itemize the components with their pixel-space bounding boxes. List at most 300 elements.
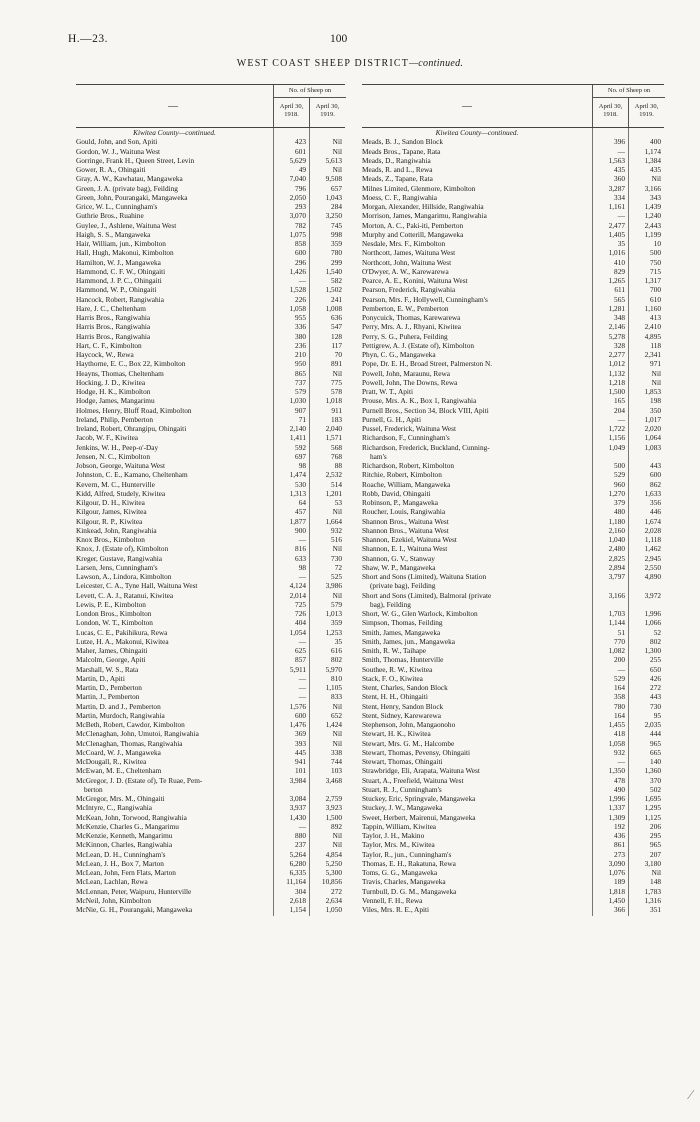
owner-name: Roache, William, Mangaweka — [362, 479, 451, 489]
sheep-count-1919: 3,180 — [644, 858, 661, 868]
owner-name: Taylor, Mrs. M., Kiwitea — [362, 840, 435, 850]
sheep-count-1918: 865 — [295, 368, 306, 378]
sheep-count-1919: 272 — [650, 683, 661, 692]
table-row — [76, 748, 345, 757]
sheep-count-1919: 652 — [331, 710, 342, 720]
owner-name: Jenkins, W. H., Peep-o'-Day — [76, 442, 159, 452]
sheep-count-1918: 410 — [614, 257, 625, 267]
table-row — [76, 535, 345, 544]
owner-name: Pearson, Mrs. F., Hollywell, Cunningham's — [362, 294, 488, 304]
sheep-count-1918: 328 — [614, 340, 625, 350]
sheep-count-1919: 206 — [650, 821, 661, 831]
sheep-count-1918: 900 — [295, 525, 306, 535]
sheep-count-1919: 413 — [650, 313, 661, 322]
sheep-count-1919: Nil — [332, 368, 342, 378]
table-row — [362, 507, 664, 516]
sheep-count-1919: 1,384 — [644, 155, 661, 165]
owner-name: Hammond, W. P., Ohingaiti — [76, 285, 157, 295]
sheep-count-1919: 400 — [650, 137, 661, 147]
table-row — [362, 461, 664, 470]
sheep-count-1919: 1,424 — [325, 720, 342, 729]
table-row — [362, 831, 664, 840]
owner-name: McLean, J. H., Box 7, Marton — [76, 858, 164, 868]
table-row — [362, 877, 664, 886]
sheep-count-1918: 1,180 — [608, 516, 625, 526]
sheep-count-1918: 932 — [614, 747, 625, 757]
table-row — [76, 156, 345, 165]
sheep-count-1918: — — [298, 683, 306, 692]
sheep-count-1918: 829 — [614, 266, 625, 276]
owner-name: Viles, Mrs. R. E., Apiti — [362, 905, 430, 914]
page-number: 100 — [330, 33, 348, 45]
sheep-count-1918: 816 — [295, 544, 306, 554]
sheep-count-1918: 1,563 — [608, 155, 625, 165]
owner-name: Pettigrew, A. J. (Estate of), Kimbolton — [362, 340, 475, 350]
owner-name: McKean, John, Torwood, Rangiwahia — [76, 812, 187, 822]
owner-name: Strawbridge, Eli, Arapata, Waituna West — [362, 766, 480, 776]
table-row — [76, 461, 345, 470]
sheep-count-1919: 998 — [331, 229, 342, 239]
table-row — [362, 535, 664, 544]
table-row — [76, 887, 345, 896]
table-row — [362, 887, 664, 896]
table-row — [76, 387, 345, 396]
sheep-count-1919: 568 — [331, 442, 342, 452]
sheep-count-1919: Nil — [651, 868, 661, 877]
owner-name: Meads Bros., Tapane, Rata — [362, 146, 441, 156]
table-row — [362, 711, 664, 720]
sheep-count-1918: 435 — [614, 165, 625, 174]
sheep-count-1918: 1,350 — [608, 766, 625, 776]
page-title — [0, 58, 700, 69]
sheep-count-1918: 1,455 — [608, 720, 625, 729]
owner-name: Gould, John, and Son, Apiti — [76, 137, 158, 147]
owner-name: Stephenson, John, Mangaonoho — [362, 720, 456, 729]
table-row — [362, 387, 664, 396]
sheep-count-1918: 273 — [614, 849, 625, 859]
table-row — [76, 850, 345, 859]
table-row — [76, 202, 345, 211]
table-row — [76, 905, 345, 914]
sheep-count-1918: 1,996 — [608, 794, 625, 803]
table-row — [362, 563, 664, 572]
sheep-count-1919: 891 — [331, 359, 342, 369]
table-row — [76, 794, 345, 803]
sheep-count-1918: 907 — [295, 405, 306, 415]
owner-name: Powell, John, The Downs, Rewa — [362, 377, 458, 387]
owner-name: Richardson, Frederick, Buckland, Cunning- — [362, 442, 490, 452]
sheep-count-1918: 3,090 — [608, 858, 625, 868]
sheep-count-1919: 516 — [331, 535, 342, 544]
owner-name: Morgan, Alexander, Hillside, Rangiwahia — [362, 202, 484, 211]
sheep-count-1918: 3,287 — [608, 183, 625, 193]
table-row — [76, 544, 345, 553]
owner-name: Kilgour, R. P., Kiwitea — [76, 516, 143, 526]
sheep-count-1918: 358 — [614, 692, 625, 702]
owner-name: Ritchie, Robert, Kimbolton — [362, 470, 442, 480]
table-row — [362, 646, 664, 655]
table-row — [362, 850, 664, 859]
sheep-count-1918: 1,281 — [608, 303, 625, 313]
sheep-count-1919: 5,970 — [325, 664, 342, 674]
sheep-count-1919: 4,854 — [325, 849, 342, 859]
sheep-count-1919: 1,125 — [644, 812, 661, 822]
table-row — [76, 470, 345, 479]
owner-name: McLean, D. H., Cunningham's — [76, 849, 166, 859]
sheep-count-1918: 2,618 — [289, 895, 306, 905]
table-row — [76, 230, 345, 239]
sheep-count-1919: 1,066 — [644, 618, 661, 628]
sheep-count-1918: 780 — [614, 701, 625, 711]
header-col-1918: April 30, 1918. — [592, 98, 628, 127]
table-row — [76, 147, 345, 156]
owner-name: Purnell Bros., Section 34, Block VIII, Apiti — [362, 405, 489, 415]
sheep-count-1918: 98 — [298, 562, 306, 572]
sheep-count-1919: 3,468 — [325, 775, 342, 785]
sheep-count-1919: 730 — [650, 701, 661, 711]
owner-name: berton — [84, 784, 103, 794]
sheep-count-1918: 49 — [298, 165, 306, 174]
left-table-body — [76, 128, 345, 914]
sheep-count-1918: 51 — [617, 627, 625, 637]
table-row — [76, 165, 345, 174]
owner-name: Stewart, Thomas, Pevensy, Ohingaiti — [362, 747, 471, 757]
owner-name: Ireland, Philip, Pemberton — [76, 414, 154, 424]
table-row — [76, 813, 345, 822]
sheep-count-1919: 1,664 — [325, 516, 342, 526]
sheep-count-1918: 7,040 — [289, 174, 306, 184]
table-row — [362, 165, 664, 174]
sheep-count-1918: 296 — [295, 257, 306, 267]
sheep-count-1918: 204 — [614, 405, 625, 415]
sheep-count-1919: 2,020 — [644, 424, 661, 433]
table-row — [76, 258, 345, 267]
sheep-count-1918: 423 — [295, 137, 306, 147]
owner-name: Hair, William, jun., Kimbolton — [76, 239, 166, 248]
owner-name: Simpson, Thomas, Feilding — [362, 618, 443, 628]
sheep-count-1919: 10 — [653, 239, 661, 248]
owner-name: Kilgour, D. H., Kiwitea — [76, 498, 145, 507]
owner-name: Hare, J. C., Cheltenham — [76, 303, 146, 313]
sheep-count-1918: 737 — [295, 377, 306, 387]
sheep-count-1919: 70 — [334, 350, 342, 359]
sheep-count-1918: 1,265 — [608, 276, 625, 285]
table-row — [362, 267, 664, 276]
table-row — [362, 369, 664, 378]
sheep-count-1919: 1,083 — [644, 442, 661, 452]
right-table — [362, 84, 664, 914]
owner-name: Hodge, H. K., Kimbolton — [76, 387, 151, 396]
sheep-count-1918: — — [617, 211, 625, 221]
sheep-count-1918: 2,894 — [608, 562, 625, 572]
sheep-count-1919: 72 — [334, 562, 342, 572]
owner-name: Ireland, Robert, Ohrangipu, Ohingaiti — [76, 424, 187, 433]
owner-name: Northcott, John, Waituna West — [362, 257, 452, 267]
table-row — [362, 628, 664, 637]
sheep-count-1918: 1,430 — [289, 812, 306, 822]
table-row — [76, 498, 345, 507]
table-row — [362, 480, 664, 489]
owner-name: Stewart, Thomas, Ohingaiti — [362, 757, 443, 766]
sheep-count-1918: 2,277 — [608, 350, 625, 359]
table-row — [362, 239, 664, 248]
owner-name: Grice, W. L., Cunningham's — [76, 202, 158, 211]
owner-name: McKinnon, Charles, Rangiwahia — [76, 840, 173, 850]
owner-name: Purnell, G. H., Apiti — [362, 414, 421, 424]
table-row — [362, 813, 664, 822]
table-row — [362, 406, 664, 415]
sheep-count-1919: 350 — [650, 405, 661, 415]
header-col-1919: April 30, 1919. — [309, 98, 345, 127]
sheep-count-1918: 782 — [295, 220, 306, 230]
table-row — [362, 295, 664, 304]
owner-name: Moess, C. F., Rangiwahia — [362, 192, 438, 202]
sheep-count-1919: 2,040 — [325, 424, 342, 433]
sheep-count-1918: 3,084 — [289, 794, 306, 803]
sheep-count-1919: 359 — [331, 618, 342, 628]
sheep-count-1918: 1,450 — [608, 895, 625, 905]
sheep-count-1919: 52 — [653, 627, 661, 637]
sheep-count-1918: 192 — [614, 821, 625, 831]
table-row — [76, 618, 345, 627]
table-row — [362, 803, 664, 812]
owner-name: McCoard, W. J., Mangaweka — [76, 747, 161, 757]
sheep-count-1918: 4,124 — [289, 581, 306, 591]
table-row — [362, 174, 664, 183]
owner-name: Richardson, F., Cunningham's — [362, 433, 450, 443]
table-row — [76, 739, 345, 748]
table-row — [76, 267, 345, 276]
sheep-count-1918: 189 — [614, 877, 625, 887]
sheep-count-1918: 1,132 — [608, 368, 625, 378]
owner-name: McIntyre, C., Rangiwahia — [76, 803, 152, 813]
table-row — [76, 572, 345, 581]
owner-name: Haigh, S. S., Mangaweka — [76, 229, 151, 239]
sheep-count-1918: 11,164 — [286, 877, 306, 887]
sheep-count-1918: 396 — [614, 137, 625, 147]
sheep-count-1919: 1,118 — [644, 535, 661, 544]
table-row — [76, 526, 345, 535]
table-row — [76, 295, 345, 304]
sheep-count-1919: 2,028 — [644, 525, 661, 535]
table-row — [76, 877, 345, 886]
sheep-count-1918: 5,278 — [608, 331, 625, 341]
owner-name: McNeil, John, Kimbolton — [76, 895, 151, 905]
sheep-count-1918: 480 — [614, 507, 625, 517]
table-row — [76, 396, 345, 405]
sheep-count-1918: 6,335 — [289, 868, 306, 877]
table-row — [362, 905, 664, 914]
owner-name: Stewart, H. K., Kiwitea — [362, 729, 431, 739]
sheep-count-1918: 1,049 — [608, 442, 625, 452]
owner-name: Shannon, G. V., Stanway — [362, 553, 435, 563]
sheep-count-1919: 118 — [650, 340, 661, 350]
sheep-count-1919: 768 — [331, 451, 342, 461]
sheep-count-1919: 183 — [331, 414, 342, 424]
owner-name: Milnes Limited, Glenmore, Kimbolton — [362, 183, 476, 193]
sheep-count-1919: 1,462 — [644, 544, 661, 554]
sheep-count-1919: 578 — [331, 387, 342, 396]
sheep-count-1919: 3,986 — [325, 581, 342, 591]
owner-name: Hart, C. F., Kimbolton — [76, 340, 142, 350]
sheep-count-1919: 971 — [650, 359, 661, 369]
sheep-count-1918: 880 — [295, 831, 306, 840]
table-row — [362, 554, 664, 563]
sheep-count-1919: 1,201 — [325, 488, 342, 498]
sheep-count-1918: 625 — [295, 646, 306, 655]
sheep-count-1918: 1,877 — [289, 516, 306, 526]
owner-name: Morrison, James, Mangarimu, Rangiwahia — [362, 211, 487, 221]
sheep-count-1918: 490 — [614, 784, 625, 794]
owner-name: Lewis, P. E., Kimbolton — [76, 599, 146, 609]
owner-name: Shannon, Ezekiel, Waituna West — [362, 535, 457, 544]
owner-name: Hamilton, W. J., Mangaweka — [76, 257, 161, 267]
table-row — [76, 822, 345, 831]
sheep-count-1918: 445 — [295, 747, 306, 757]
owner-name: Haycock, W., Rewa — [76, 350, 134, 359]
owner-name: Powell, John, Maraunu, Rewa — [362, 368, 450, 378]
sheep-count-1919: 616 — [331, 646, 342, 655]
sheep-count-1918: 1,076 — [608, 868, 625, 877]
sheep-count-1919: 3,923 — [325, 803, 342, 813]
sheep-count-1919: 833 — [331, 692, 342, 702]
sheep-count-1918: — — [298, 636, 306, 646]
table-row — [362, 526, 664, 535]
sheep-count-1918: 592 — [295, 442, 306, 452]
owner-name: Kevern, M. C., Hunterville — [76, 479, 155, 489]
sheep-count-1919: 140 — [650, 757, 661, 766]
owner-name: Stuart, A., Freefield, Waituna West — [362, 775, 464, 785]
owner-name: McClenaghan, Thomas, Rangiwahia — [76, 738, 183, 748]
table-row — [362, 470, 664, 479]
owner-name: McDougall, R., Kiwitea — [76, 757, 147, 766]
owner-name: Lutze, H. A., Makonui, Kiwitea — [76, 636, 169, 646]
sheep-count-1918: 2,160 — [608, 525, 625, 535]
table-row — [76, 831, 345, 840]
sheep-count-1918: 1,476 — [289, 720, 306, 729]
owner-name: Nesdale, Mrs. F., Kimbolton — [362, 239, 446, 248]
table-row — [76, 720, 345, 729]
table-row — [362, 544, 664, 553]
table-row — [76, 378, 345, 387]
sheep-count-1918: 348 — [614, 313, 625, 322]
owner-name: Green, J. A. (private bag), Feilding — [76, 183, 178, 193]
sheep-count-1918: 1,703 — [608, 609, 625, 618]
table-row — [76, 665, 345, 674]
owner-name: Hocking, J. D., Kiwitea — [76, 377, 146, 387]
table-row — [362, 600, 664, 609]
sheep-count-1918: 6,280 — [289, 858, 306, 868]
document-reference: H.—23. — [68, 33, 109, 45]
owner-name: Martin, D., Apiti — [76, 673, 125, 683]
table-row — [362, 137, 664, 146]
owner-name: Knox, J. (Estate of), Kimbolton — [76, 544, 169, 554]
owner-name: McNie, G. H., Pourangaki, Mangaweka — [76, 905, 193, 914]
table-row — [362, 859, 664, 868]
sheep-count-1919: 9,508 — [325, 174, 342, 184]
sheep-count-1919: 1,500 — [325, 812, 342, 822]
sheep-count-1919: 650 — [650, 664, 661, 674]
table-row — [362, 794, 664, 803]
sheep-count-1918: 1,040 — [608, 535, 625, 544]
table-row — [362, 785, 664, 794]
sheep-count-1919: 862 — [650, 479, 661, 489]
sheep-count-1919: 1,105 — [325, 683, 342, 692]
owner-name: Kinkead, John, Rangiwahia — [76, 525, 157, 535]
owner-name: McKenzie, Charles G., Mangarimu — [76, 821, 179, 831]
sheep-count-1918: 1,576 — [289, 701, 306, 711]
sheep-count-1919: 636 — [331, 313, 342, 322]
sheep-count-1919: 117 — [331, 340, 342, 350]
sheep-count-1919: Nil — [332, 507, 342, 517]
margin-mark: ⁄ — [689, 1088, 692, 1103]
sheep-count-1919: 610 — [650, 294, 661, 304]
table-row — [362, 618, 664, 627]
header-dash: — — [168, 101, 178, 112]
sheep-count-1918: 1,270 — [608, 488, 625, 498]
table-row — [362, 572, 664, 581]
sheep-count-1918: 1,058 — [289, 303, 306, 313]
table-row — [76, 840, 345, 849]
sheep-count-1919: 343 — [650, 192, 661, 202]
sheep-count-1918: 955 — [295, 313, 306, 322]
owner-name: Kilgour, James, Kiwitea — [76, 507, 147, 517]
table-row — [362, 378, 664, 387]
sheep-count-1918: 565 — [614, 294, 625, 304]
owner-name: Knox Bros., Kimbolton — [76, 535, 145, 544]
owner-name: Smith, James, jun., Mangaweka — [362, 636, 456, 646]
sheep-count-1918: 1,154 — [289, 905, 306, 914]
sheep-count-1919: 1,360 — [644, 766, 661, 776]
owner-name: bag), Feilding — [370, 599, 411, 609]
sheep-count-1918: 1,500 — [608, 387, 625, 396]
right-table-header — [362, 84, 664, 128]
owner-name: Short and Sons (Limited), Waituna Station — [362, 572, 487, 581]
header-col-1919: April 30, 1919. — [628, 98, 664, 127]
sheep-count-1919: 1,783 — [644, 886, 661, 896]
sheep-count-1918: 1,528 — [289, 285, 306, 295]
sheep-count-1919: 10,856 — [321, 877, 342, 887]
sheep-count-1918: 579 — [295, 387, 306, 396]
sheep-count-1918: 200 — [614, 655, 625, 665]
sheep-count-1919: 547 — [331, 322, 342, 332]
section-label: Kiwitea County—continued. — [133, 128, 216, 137]
owner-name: McLean, John, Fern Flats, Marton — [76, 868, 176, 877]
table-row — [362, 683, 664, 692]
table-row — [362, 424, 664, 433]
table-row — [76, 359, 345, 368]
sheep-count-1918: 457 — [295, 507, 306, 517]
owner-name: Taylor, J. H., Makino — [362, 831, 425, 840]
title-main: WEST COAST SHEEP DISTRICT — [236, 58, 410, 69]
sheep-count-1919: 5,613 — [325, 155, 342, 165]
owner-name: Jensen, N. C., Kimbolton — [76, 451, 150, 461]
sheep-count-1919: Nil — [651, 368, 661, 378]
sheep-count-1918: 960 — [614, 479, 625, 489]
table-row — [362, 674, 664, 683]
table-row — [76, 406, 345, 415]
table-row — [362, 665, 664, 674]
owner-name: Richardson, Robert, Kimbolton — [362, 461, 455, 470]
sheep-count-1918: 2,140 — [289, 424, 306, 433]
sheep-count-1918: 1,474 — [289, 470, 306, 480]
header-group-label: No. of Sheep on — [592, 85, 665, 98]
owner-name: Johnston, C. E., Kamano, Cheltenham — [76, 470, 188, 480]
owner-name: Hancock, Robert, Rangiwahia — [76, 294, 164, 304]
right-table-body — [362, 128, 664, 914]
sheep-count-1919: 272 — [331, 886, 342, 896]
owner-name: Harris Bros., Rangiwahia — [76, 322, 151, 332]
